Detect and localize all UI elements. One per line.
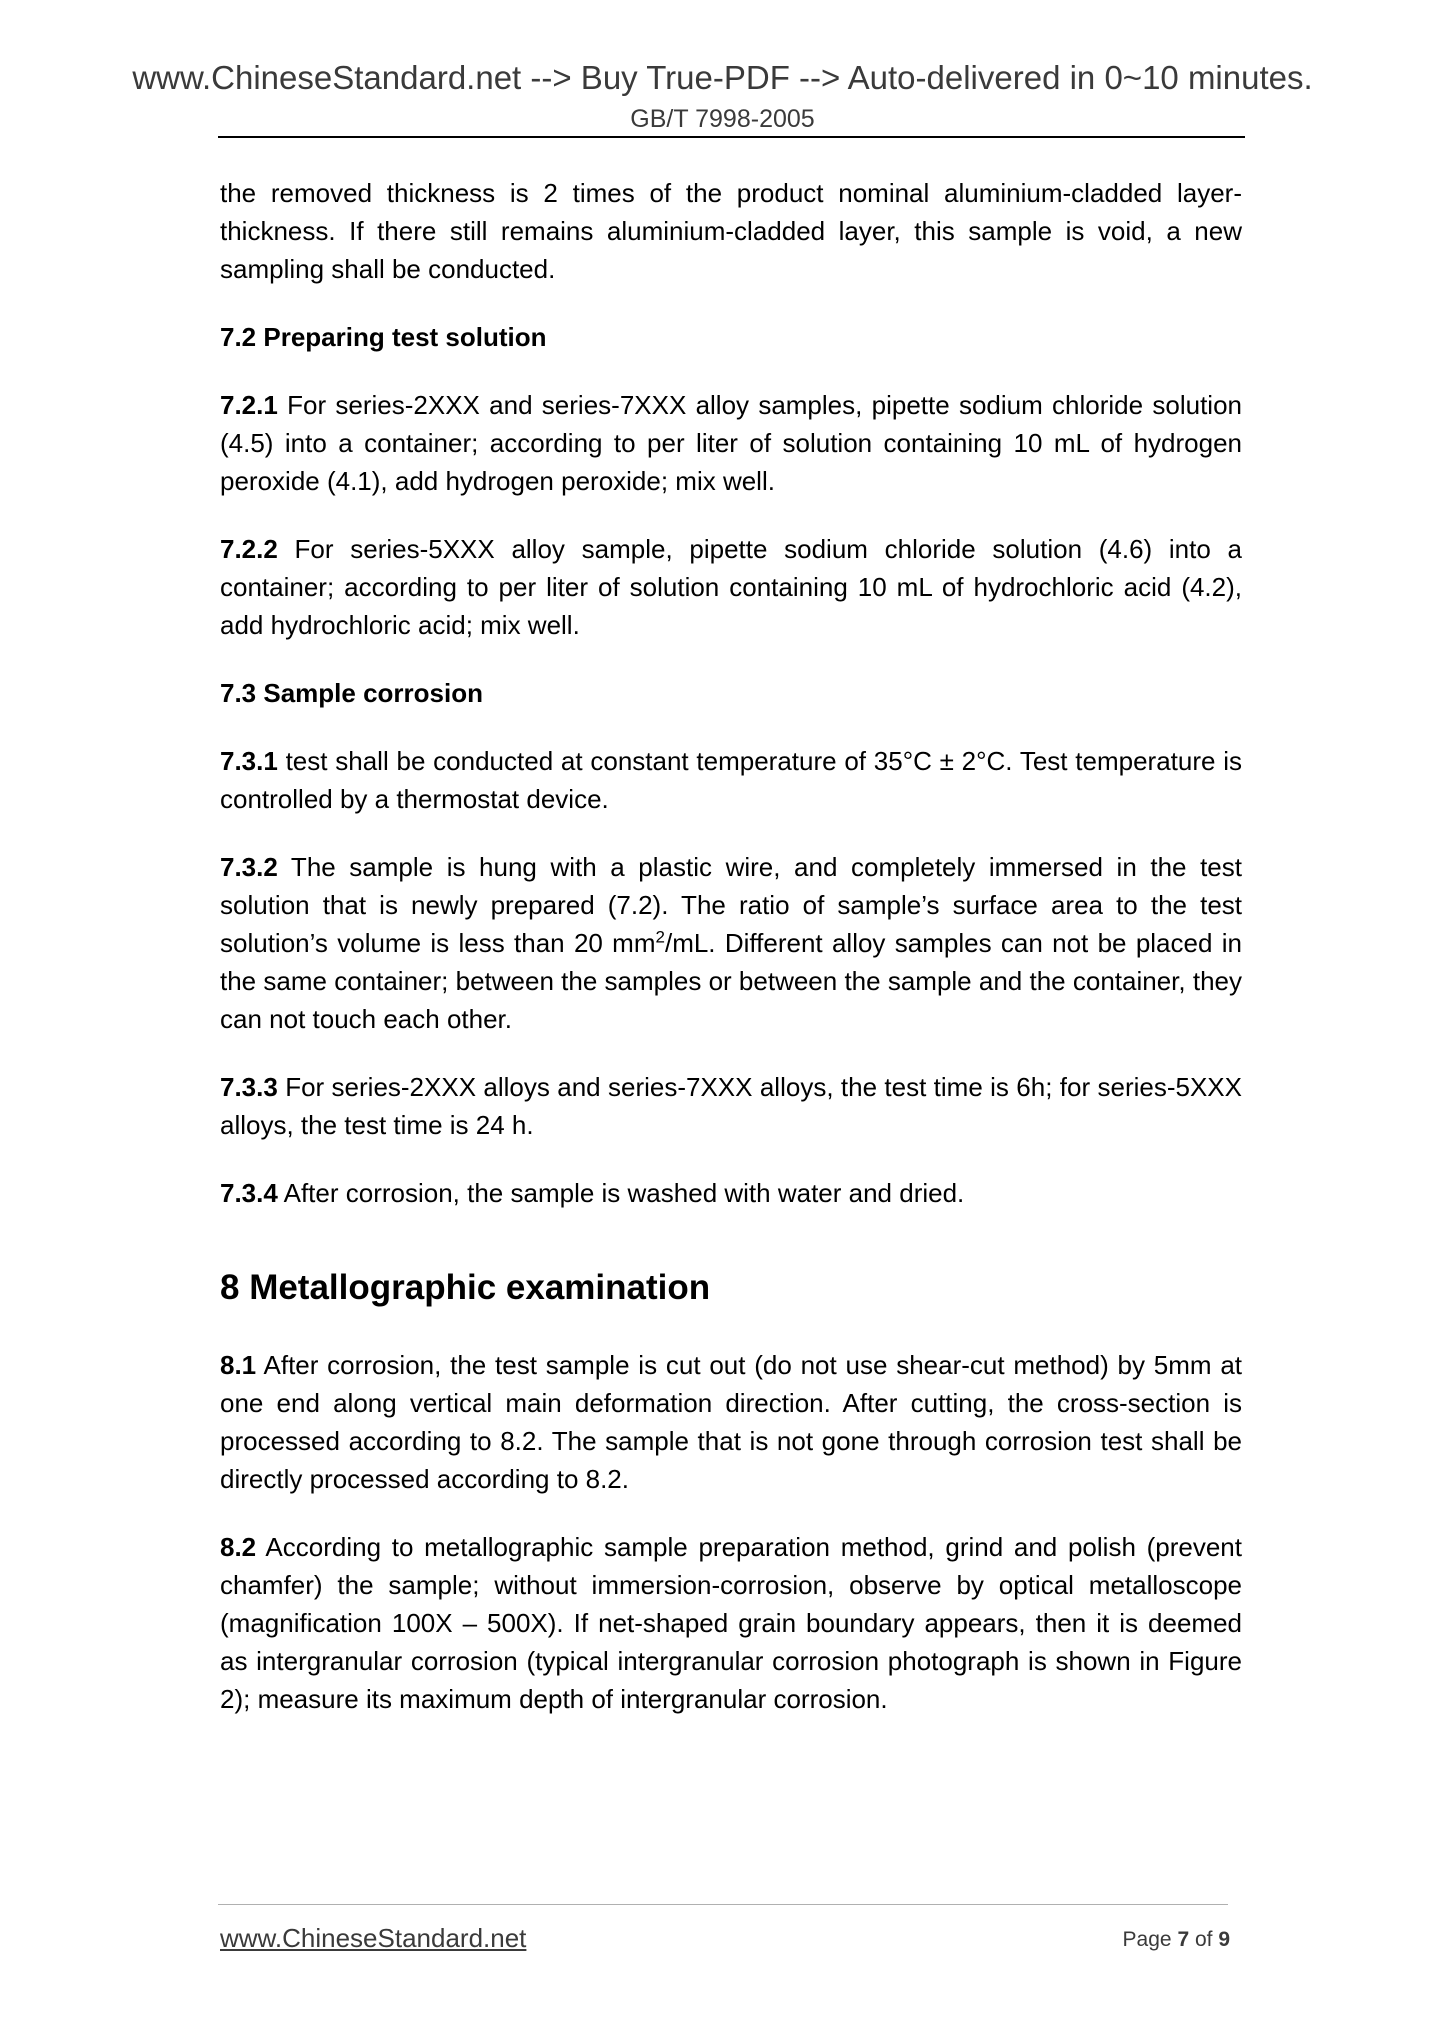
- page-total: 9: [1218, 1928, 1230, 1951]
- footer-divider: [218, 1904, 1228, 1905]
- clause-7-3-3: [220, 1068, 1242, 1144]
- heading-7-2: 7.2 Preparing test solution: [220, 322, 547, 352]
- header-divider: [218, 136, 1245, 138]
- clause-number: 8.1: [220, 1350, 257, 1380]
- clause-7-2-2: [220, 530, 1242, 644]
- document-body: [220, 174, 1242, 1748]
- clause-number: 7.2.1: [220, 390, 278, 420]
- clause-8-2: [220, 1528, 1242, 1718]
- page-label: Page: [1122, 1928, 1178, 1951]
- clause-text: After corrosion, the sample is washed with water and dried.: [277, 1178, 965, 1208]
- heading-7-3: 7.3 Sample corrosion: [220, 678, 483, 708]
- page-of: of: [1189, 1928, 1219, 1951]
- clause-7-2-1: [220, 386, 1242, 500]
- clause-number: 7.3.3: [220, 1072, 278, 1102]
- heading-section-8: 8 Metallographic examination: [220, 1268, 711, 1307]
- clause-text: The sample is hung with a plastic wire, and completely immersed in the test solution that is newly prepared (7.2). The ratio of sample’s surface area to the test solution’s volume is less than 20 mm: [220, 852, 1242, 958]
- clause-number: 7.2.2: [220, 534, 278, 564]
- clause-text-continued: /mL. Different alloy samples can not be placed in the same container; between the samples or between the sample and the container, they can not touch each other.: [220, 928, 1242, 1034]
- clause-number: 7.3.4: [220, 1178, 278, 1208]
- clause-text: After corrosion, the test sample is cut out (do not use shear-cut method) by 5mm at one end along vertical main deformation direction. After cutting, the cross-section is processed according to 8.2. The sample that is not gone through corrosion test shall be directly processed according to 8.2.: [220, 1350, 1242, 1494]
- clause-number: 7.3.2: [220, 852, 278, 882]
- clause-text: For series-2XXX and series-7XXX alloy samples, pipette sodium chloride solution (4.5) into a container; according to per liter of solution containing 10 mL of hydrogen peroxide (4.1), add hydrogen peroxide; mix well.: [220, 390, 1242, 496]
- intro-paragraph: the removed thickness is 2 times of the product nominal aluminium-cladded layer-thickness. If there still remains aluminium-cladded layer, this sample is void, a new sampling shall be conducted.: [220, 178, 1242, 284]
- header-banner: www.ChineseStandard.net --> Buy True-PDF --> Auto-delivered in 0~10 minutes.: [132, 59, 1313, 96]
- clause-7-3-4: [220, 1174, 1242, 1212]
- clause-number: 8.2: [220, 1532, 257, 1562]
- footer-site-link[interactable]: www.ChineseStandard.net: [220, 1923, 527, 1953]
- clause-text: test shall be conducted at constant temperature of 35°C ± 2°C. Test temperature is controlled by a thermostat device.: [220, 746, 1242, 814]
- superscript: 2: [655, 927, 665, 947]
- clause-text: For series-2XXX alloys and series-7XXX alloys, the test time is 6h; for series-5XXX alloys, the test time is 24 h.: [220, 1072, 1242, 1140]
- clause-text: According to metallographic sample preparation method, grind and polish (prevent chamfer) the sample; without immersion-corrosion, observe by optical metalloscope (magnification 100X – 500X). If net-shaped grain boundary appears, then it is deemed as intergranular corrosion (typical intergranular corrosion photograph is shown in Figure 2); measure its maximum depth of intergranular corrosion.: [220, 1532, 1242, 1714]
- clause-number: 7.3.1: [220, 746, 278, 776]
- clause-7-3-2: [220, 848, 1242, 1038]
- page-number: [1123, 1926, 1230, 1954]
- clause-7-3-1: [220, 742, 1242, 818]
- page-current: 7: [1177, 1928, 1190, 1951]
- clause-text: For series-5XXX alloy sample, pipette sodium chloride solution (4.6) into a container; according to per liter of solution containing 10 mL of hydrochloric acid (4.2), add hydrochloric acid; mix well.: [220, 534, 1242, 640]
- clause-8-1: [220, 1346, 1242, 1498]
- document-code: GB/T 7998-2005: [630, 105, 815, 133]
